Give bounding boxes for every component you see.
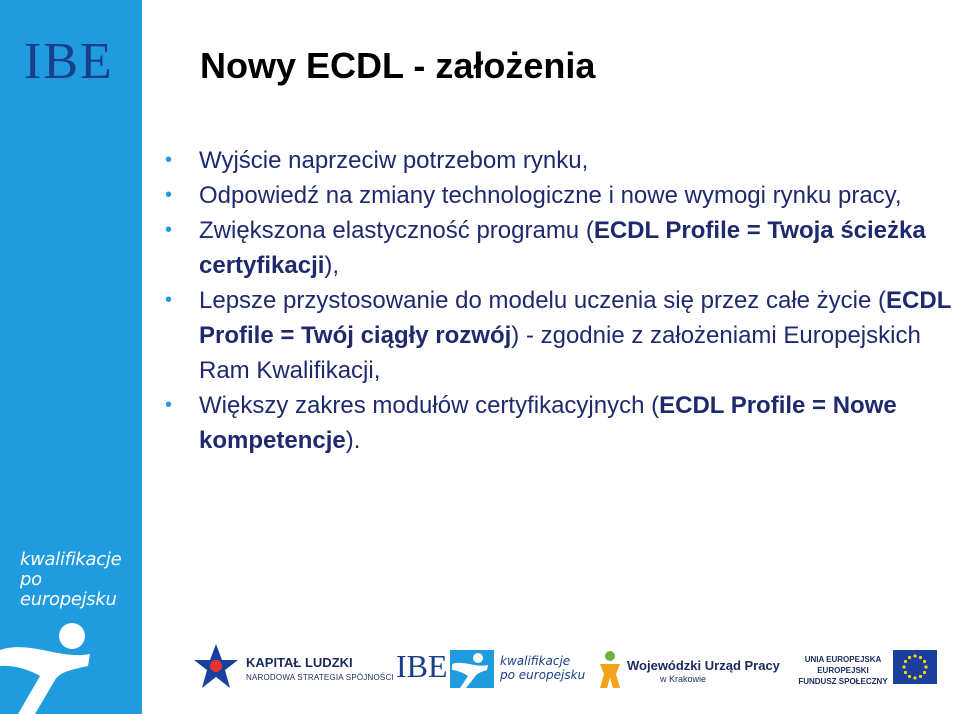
eu-star — [923, 660, 926, 663]
bullet-text: Odpowiedź na zmiany technologiczne i nowe wymogi rynku pracy, — [199, 182, 902, 209]
bullet-bold-text: ECDL Profile = Twoja ścieżka certyfikacji — [199, 217, 926, 279]
eu-star — [908, 675, 911, 678]
eu-star — [908, 656, 911, 659]
bullet-bold-text: ECDL Profile = Twój ciągły rozwój — [199, 287, 951, 349]
bullet-text: ) - zgodnie z założeniami Europejskich Ram Kwalifikacji, — [199, 322, 921, 384]
ibe-logo: IBE — [24, 33, 114, 90]
eu-star — [913, 654, 916, 657]
slide-title: Nowy ECDL - założenia — [200, 45, 596, 86]
footer-figure-icon — [450, 650, 494, 688]
ue-line2: EUROPEJSKI — [817, 666, 869, 675]
kapital-ludzki-label: KAPITAŁ LUDZKI — [246, 655, 353, 670]
bullet-text: Lepsze przystosowanie do modelu uczenia się przez całe życie ( — [199, 287, 887, 314]
kapital-ludzki-star-icon — [192, 642, 240, 694]
bullet-text: ), — [324, 252, 340, 279]
wup-figure-icon — [596, 650, 624, 688]
footer-kp-line2: po europejsku — [500, 668, 586, 682]
eu-flag-icon — [893, 650, 937, 684]
bullet-text: Zwiększona elastyczność programu ( — [199, 217, 594, 244]
eu-star — [923, 671, 926, 674]
sidebar-tagline-line1: kwalifikacje — [20, 549, 122, 570]
ue-line1: UNIA EUROPEJSKA — [804, 655, 882, 664]
running-figure-icon — [0, 610, 142, 714]
eu-star — [919, 675, 922, 678]
eu-star — [902, 665, 905, 668]
footer-kwalifikacje-logo — [500, 654, 585, 682]
bullet-item — [165, 213, 955, 283]
bullet-item — [165, 283, 955, 388]
eu-star — [919, 656, 922, 659]
footer-kp-line1: kwalifikacje — [500, 654, 571, 668]
eu-star — [904, 671, 907, 674]
bullet-text: Wyjście naprzeciw potrzebom rynku, — [199, 147, 589, 174]
wup-sublabel: w Krakowie — [660, 674, 707, 684]
eu-star — [913, 676, 916, 679]
kapital-ludzki-sublabel: NARODOWA STRATEGIA SPÓJNOŚCI — [246, 673, 394, 682]
bullet-text: Większy zakres modułów certyfikacyjnych ( — [199, 392, 660, 419]
bullet-bold-text: ECDL Profile = Nowe kompetencje — [199, 392, 897, 454]
sidebar-tagline — [20, 550, 142, 610]
eu-star — [924, 665, 927, 668]
eu-star — [904, 660, 907, 663]
bullet-text: ). — [345, 427, 361, 454]
ue-line3: FUNDUSZ SPOŁECZNY — [798, 677, 888, 686]
bullet-item — [165, 143, 955, 178]
ue-label — [796, 654, 890, 687]
footer-ibe-logo: IBE — [396, 648, 448, 684]
bullet-item — [165, 388, 955, 458]
bullet-item — [165, 178, 955, 213]
sidebar — [0, 0, 142, 714]
sidebar-tagline-line2: po europejsku — [20, 569, 117, 610]
bullet-list — [165, 143, 955, 458]
wup-label: Wojewódzki Urząd Pracy — [627, 658, 780, 673]
